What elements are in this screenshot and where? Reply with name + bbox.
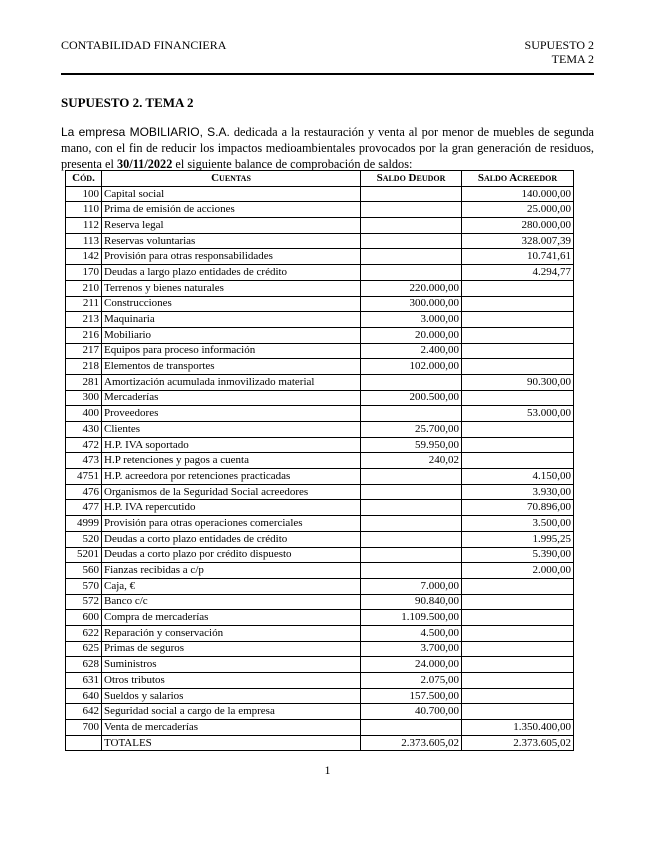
row-credit [462,327,574,343]
row-debit: 4.500,00 [361,625,462,641]
row-code: 110 [66,202,102,218]
row-credit [462,594,574,610]
table-row [66,186,574,202]
table-row [66,218,574,234]
header-account: Cuentas [102,171,361,187]
row-account: Seguridad social a cargo de la empresa [102,704,361,720]
row-credit: 90.300,00 [462,374,574,390]
totals-row [66,735,574,751]
row-debit: 25.700,00 [361,422,462,438]
row-debit [361,218,462,234]
row-account: Otros tributos [102,673,361,689]
table-row [66,422,574,438]
balance-table [65,170,574,751]
row-account: Terrenos y bienes naturales [102,280,361,296]
row-account: Mobiliario [102,327,361,343]
row-account: Compra de mercaderías [102,610,361,626]
table-row [66,406,574,422]
row-debit: 3.000,00 [361,312,462,328]
intro-paragraph [61,124,594,172]
header-right-line2: TEMA 2 [551,52,594,66]
table-row [66,594,574,610]
row-account: Equipos para proceso información [102,343,361,359]
row-code: 300 [66,390,102,406]
page-number: 1 [324,763,331,777]
table-row [66,296,574,312]
row-code: 213 [66,312,102,328]
row-code: 100 [66,186,102,202]
row-account: Reservas voluntarias [102,233,361,249]
row-code: 281 [66,374,102,390]
table-row [66,516,574,532]
table-row [66,390,574,406]
table-row [66,312,574,328]
row-debit [361,531,462,547]
header-credit: Saldo Acreedor [462,171,574,187]
row-account: Suministros [102,657,361,673]
row-debit: 24.000,00 [361,657,462,673]
row-credit: 25.000,00 [462,202,574,218]
row-code: 430 [66,422,102,438]
table-row [66,641,574,657]
row-code: 216 [66,327,102,343]
intro-part2: dedicada a la restauración y venta al por menor de muebles de segunda mano, con el fin de reducir los impactos medioambientales provocados por la gran generación de residuos, presenta el [61,125,594,171]
row-account: H.P. IVA soportado [102,437,361,453]
row-credit [462,657,574,673]
row-credit [462,673,574,689]
row-account: TOTALES [102,735,361,751]
row-credit [462,704,574,720]
row-account: Organismos de la Seguridad Social acreedores [102,484,361,500]
row-code: 570 [66,578,102,594]
table-row [66,469,574,485]
row-account: Venta de mercaderías [102,720,361,736]
intro-part1: La empresa MOBILIARIO, S.A. [61,125,230,139]
row-credit [462,688,574,704]
row-credit [462,610,574,626]
row-account: Deudas a corto plazo por crédito dispuesto [102,547,361,563]
row-debit [361,186,462,202]
table-row [66,500,574,516]
row-account: Provisión para otras responsabilidades [102,249,361,265]
row-account: Deudas a corto plazo entidades de crédito [102,531,361,547]
row-credit: 1.995,25 [462,531,574,547]
table-row [66,437,574,453]
row-code: 628 [66,657,102,673]
row-account: H.P. IVA repercutido [102,500,361,516]
row-account: Primas de seguros [102,641,361,657]
intro-part3: el siguiente balance de comprobación de saldos: [172,157,413,171]
row-debit [361,720,462,736]
row-credit: 3.930,00 [462,484,574,500]
row-code: 572 [66,594,102,610]
row-debit: 2.400,00 [361,343,462,359]
row-debit [361,484,462,500]
row-account: Provisión para otras operaciones comerciales [102,516,361,532]
row-debit [361,265,462,281]
row-account: Deudas a largo plazo entidades de crédito [102,265,361,281]
table-row [66,531,574,547]
table-row [66,657,574,673]
row-credit: 140.000,00 [462,186,574,202]
row-debit [361,233,462,249]
row-credit [462,578,574,594]
row-code: 142 [66,249,102,265]
row-account: Mercaderías [102,390,361,406]
row-code: 400 [66,406,102,422]
table-row [66,547,574,563]
row-account: Sueldos y salarios [102,688,361,704]
row-code [66,735,102,751]
row-credit: 4.294,77 [462,265,574,281]
table-row [66,625,574,641]
row-code: 520 [66,531,102,547]
row-code: 4999 [66,516,102,532]
row-debit [361,202,462,218]
table-row [66,327,574,343]
row-debit: 200.500,00 [361,390,462,406]
row-account: H.P. acreedora por retenciones practicadas [102,469,361,485]
row-account: Reparación y conservación [102,625,361,641]
row-code: 112 [66,218,102,234]
row-debit: 90.840,00 [361,594,462,610]
row-code: 472 [66,437,102,453]
row-credit: 4.150,00 [462,469,574,485]
table-row [66,578,574,594]
header-left: CONTABILIDAD FINANCIERA [61,38,227,52]
table-row [66,233,574,249]
row-debit: 3.700,00 [361,641,462,657]
row-code: 700 [66,720,102,736]
row-code: 5201 [66,547,102,563]
row-credit: 5.390,00 [462,547,574,563]
table-row [66,249,574,265]
row-debit [361,249,462,265]
row-code: 622 [66,625,102,641]
row-account: H.P retenciones y pagos a cuenta [102,453,361,469]
row-account: Amortización acumulada inmovilizado material [102,374,361,390]
table-row [66,374,574,390]
row-credit: 280.000,00 [462,218,574,234]
row-code: 211 [66,296,102,312]
row-credit [462,453,574,469]
row-debit: 240,02 [361,453,462,469]
row-account: Clientes [102,422,361,438]
row-debit [361,374,462,390]
table-row [66,453,574,469]
header-right [525,38,594,66]
table-row [66,359,574,375]
row-code: 476 [66,484,102,500]
row-code: 477 [66,500,102,516]
row-code: 473 [66,453,102,469]
row-credit [462,280,574,296]
header-code: Cód. [66,171,102,187]
row-account: Elementos de transportes [102,359,361,375]
row-account: Maquinaria [102,312,361,328]
row-credit [462,422,574,438]
row-credit: 1.350.400,00 [462,720,574,736]
table-row [66,688,574,704]
row-code: 4751 [66,469,102,485]
table-row [66,280,574,296]
row-debit: 40.700,00 [361,704,462,720]
row-code: 640 [66,688,102,704]
header-rule [61,73,594,75]
table-row [66,343,574,359]
row-code: 600 [66,610,102,626]
row-credit [462,359,574,375]
table-row [66,704,574,720]
row-code: 642 [66,704,102,720]
row-credit [462,625,574,641]
row-debit: 102.000,00 [361,359,462,375]
row-account: Banco c/c [102,594,361,610]
row-code: 210 [66,280,102,296]
table-row [66,265,574,281]
row-debit: 300.000,00 [361,296,462,312]
row-code: 560 [66,563,102,579]
row-credit: 10.741,61 [462,249,574,265]
row-account: Proveedores [102,406,361,422]
row-debit: 2.075,00 [361,673,462,689]
row-account: Fianzas recibidas a c/p [102,563,361,579]
row-credit: 328.007,39 [462,233,574,249]
row-credit [462,390,574,406]
row-account: Caja, € [102,578,361,594]
row-credit: 70.896,00 [462,500,574,516]
header-debit: Saldo Deudor [361,171,462,187]
row-debit [361,563,462,579]
row-code: 218 [66,359,102,375]
row-debit: 7.000,00 [361,578,462,594]
table-row [66,673,574,689]
row-debit [361,469,462,485]
row-credit [462,312,574,328]
header-right-line1: SUPUESTO 2 [524,38,594,52]
row-debit: 157.500,00 [361,688,462,704]
intro-date: 30/11/2022 [117,157,173,171]
row-debit [361,547,462,563]
row-code: 170 [66,265,102,281]
row-credit: 3.500,00 [462,516,574,532]
row-debit [361,406,462,422]
table-row [66,202,574,218]
row-credit: 53.000,00 [462,406,574,422]
row-debit: 20.000,00 [361,327,462,343]
row-account: Reserva legal [102,218,361,234]
row-credit [462,641,574,657]
row-credit [462,437,574,453]
table-row [66,610,574,626]
row-account: Prima de emisión de acciones [102,202,361,218]
row-code: 217 [66,343,102,359]
row-account: Construcciones [102,296,361,312]
row-credit [462,296,574,312]
row-code: 113 [66,233,102,249]
row-account: Capital social [102,186,361,202]
table-row [66,484,574,500]
row-debit [361,516,462,532]
table-header-row [66,171,574,187]
row-credit: 2.000,00 [462,563,574,579]
page-title: SUPUESTO 2. TEMA 2 [61,95,194,110]
row-credit: 2.373.605,02 [462,735,574,751]
row-debit: 2.373.605,02 [361,735,462,751]
row-debit: 1.109.500,00 [361,610,462,626]
row-debit [361,500,462,516]
row-debit: 220.000,00 [361,280,462,296]
table-row [66,720,574,736]
table-row [66,563,574,579]
row-debit: 59.950,00 [361,437,462,453]
row-code: 625 [66,641,102,657]
row-code: 631 [66,673,102,689]
row-credit [462,343,574,359]
